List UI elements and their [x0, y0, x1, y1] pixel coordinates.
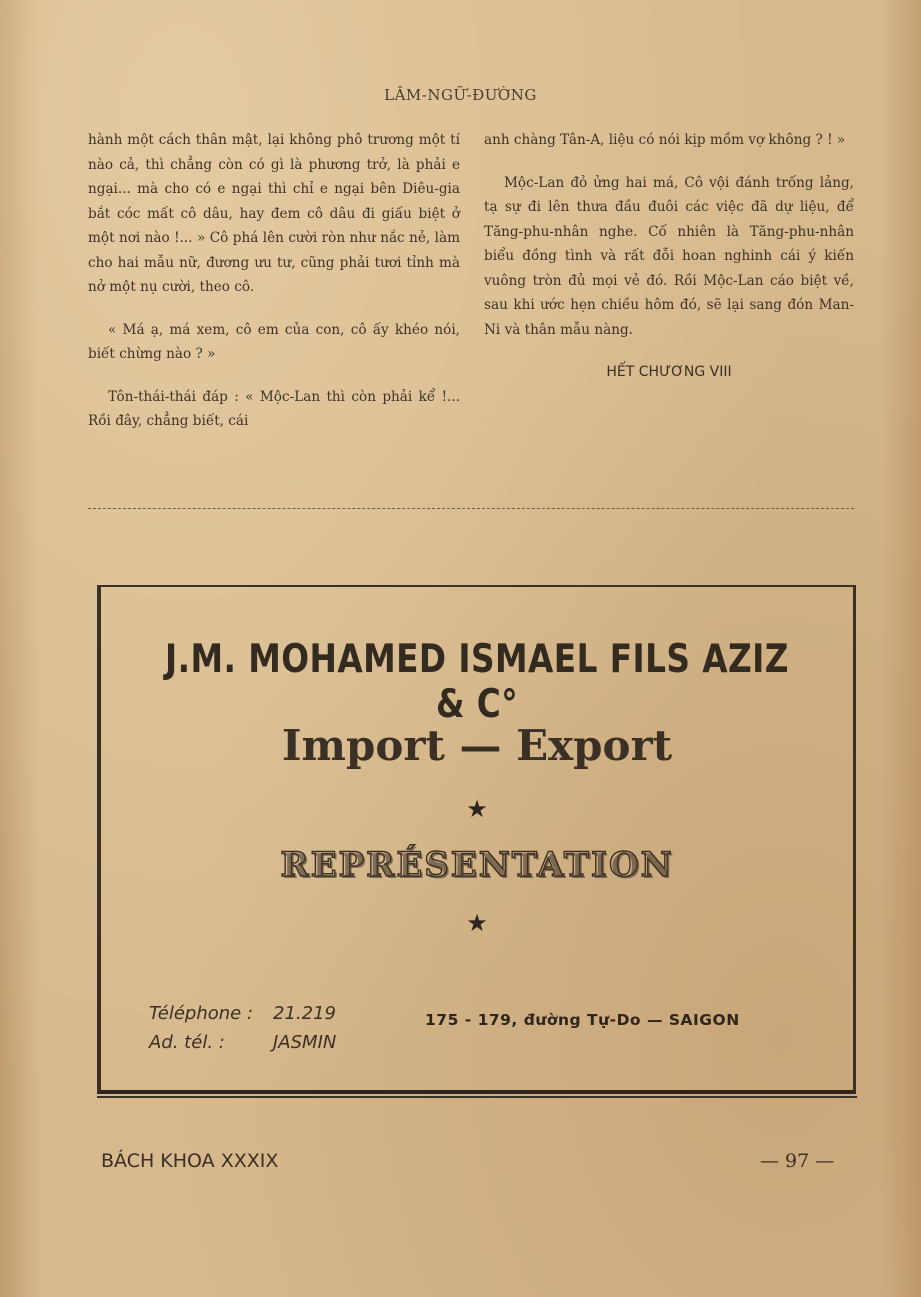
ad-address: 175 - 179, đường Tự-Do — SAIGON — [425, 1011, 740, 1029]
paragraph: Mộc-Lan đỏ ửng hai má, Cô vội đánh trống lảng, tạ sự đi lên thưa đầu đuôi các việc đã dự liệu, để Tăng-phu-nhân nghe. Cố nhiên là Tăng-phu-nhân biểu đồng tình và rất đỗi hoan nghinh cái ý kiến vuông tròn đủ mọi vẻ đó. Rồi Mộc-Lan cáo biệt về, sau khi ước hẹn chiều hôm đó, sẽ lại sang đón Man-Ni và thân mẫu nàng. — [484, 174, 854, 338]
star-icon: ★ — [466, 795, 488, 823]
ad-tel-line — [149, 1028, 336, 1057]
paragraph: Tôn-thái-thái đáp : « Mộc-Lan thì còn phải kể !... Rồi đây, chẳng biết, cái — [88, 388, 460, 429]
star-icon: ★ — [466, 909, 488, 937]
advertisement-box — [97, 585, 856, 1094]
footer-divider — [97, 1096, 857, 1098]
ad-phone-line — [149, 999, 336, 1028]
chapter-end-label: HẾT CHƯƠNG VIII — [606, 364, 732, 380]
ad-company-name: J.M. MOHAMED ISMAEL FILS AZIZ & C° — [165, 637, 789, 727]
running-header: LÂM-NGỮ-ĐƯỜNG — [384, 86, 537, 104]
paragraph: hành một cách thân mật, lại không phô trương một tí nào cả, thì chẳng còn có gì là phương trở, là phải e ngại... mà cho có e ngại thì chỉ e ngại bên Diêu-gia bắt cóc mất cô dâu, hay đem cô dâu đi giấu biệt ở một nơi nào !... » Cô phá lên cười ròn như nắc nẻ, làm cho hai mẫu nữ, đương ưu tư, cũng phải tươi tỉnh mà nở một nụ cười, theo cô. — [88, 132, 460, 295]
right-column — [484, 128, 854, 385]
left-column — [88, 128, 460, 452]
ad-contact — [149, 999, 336, 1057]
ad-service: REPRÉSENTATION — [280, 845, 674, 885]
phone-label: Téléphone : — [149, 1003, 254, 1024]
ad-tagline: Import — Export — [281, 721, 673, 770]
phone-value: 21.219 — [273, 1003, 336, 1024]
section-divider — [88, 508, 854, 509]
paragraph: anh chàng Tân-A, liệu có nói kịp mồm vợ không ? ! » — [484, 132, 846, 148]
tel-value: JASMIN — [273, 1032, 337, 1053]
page-number: — 97 — — [760, 1150, 835, 1172]
publication-name: BÁCH KHOA XXXIX — [101, 1150, 279, 1172]
tel-label: Ad. tél. : — [149, 1032, 225, 1053]
paragraph: « Má ạ, má xem, cô em của con, cô ấy khéo nói, biết chừng nào ? » — [88, 321, 460, 362]
